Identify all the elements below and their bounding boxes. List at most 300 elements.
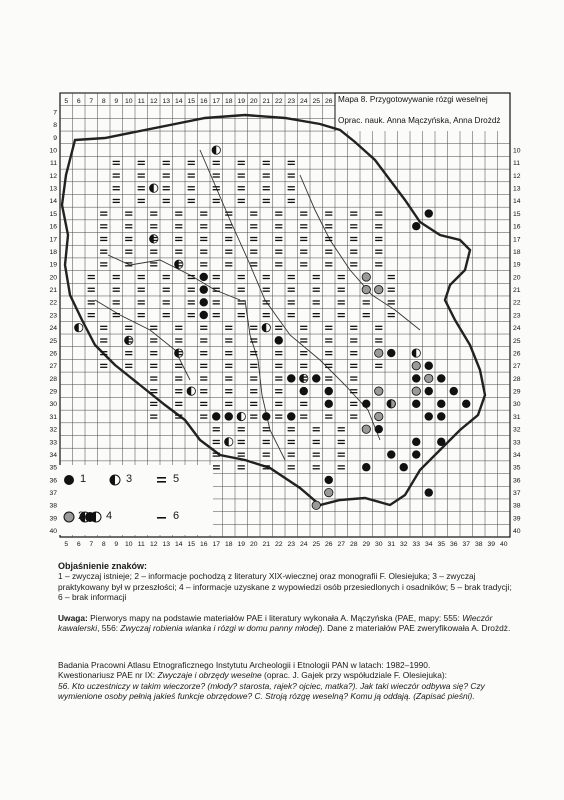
marker-no-tradition bbox=[375, 240, 382, 241]
marker-no-tradition bbox=[200, 341, 207, 342]
row-label-right: 33 bbox=[513, 439, 521, 447]
row-label-left: 33 bbox=[49, 439, 57, 447]
marker-no-tradition bbox=[350, 414, 357, 415]
column-label-bottom: 39 bbox=[487, 541, 496, 548]
marker-no-tradition bbox=[338, 300, 345, 301]
column-label-bottom: 22 bbox=[274, 541, 283, 548]
marker-no-tradition bbox=[350, 329, 357, 330]
marker-no-tradition bbox=[263, 164, 270, 165]
marker-no-tradition bbox=[313, 316, 320, 317]
marker-no-tradition bbox=[138, 164, 145, 165]
marker-no-tradition bbox=[350, 376, 357, 377]
marker-no-tradition bbox=[113, 303, 120, 304]
marker-no-tradition bbox=[263, 468, 270, 469]
marker-custom-exists bbox=[262, 412, 270, 420]
column-label-bottom: 5 bbox=[64, 541, 69, 548]
marker-custom-exists bbox=[362, 400, 370, 408]
column-label-top: 9 bbox=[114, 98, 119, 106]
column-label-bottom: 37 bbox=[462, 541, 471, 548]
marker-past-custom bbox=[75, 323, 79, 331]
marker-no-tradition bbox=[250, 367, 257, 368]
marker-no-tradition bbox=[313, 278, 320, 279]
legend-symbol-5 bbox=[157, 477, 166, 479]
marker-no-tradition bbox=[138, 189, 145, 190]
row-label-left: 12 bbox=[49, 172, 57, 180]
marker-no-tradition bbox=[338, 465, 345, 466]
marker-no-tradition bbox=[100, 224, 107, 225]
marker-no-tradition bbox=[375, 364, 382, 365]
marker-no-tradition bbox=[350, 389, 357, 390]
marker-no-tradition bbox=[200, 417, 207, 418]
marker-no-tradition bbox=[300, 240, 307, 241]
marker-no-tradition bbox=[275, 240, 282, 241]
marker-custom-exists bbox=[425, 412, 433, 420]
marker-no-tradition bbox=[225, 354, 232, 355]
marker-no-tradition bbox=[200, 227, 207, 228]
marker-no-tradition bbox=[263, 300, 270, 301]
marker-no-tradition bbox=[213, 453, 220, 454]
marker-no-tradition bbox=[275, 227, 282, 228]
explanation-block bbox=[58, 561, 518, 603]
marker-no-tradition bbox=[150, 354, 157, 355]
marker-literature bbox=[375, 387, 383, 395]
row-label-left: 23 bbox=[49, 312, 57, 320]
marker-no-tradition bbox=[200, 376, 207, 377]
marker-no-tradition bbox=[250, 389, 257, 390]
marker-no-tradition bbox=[238, 161, 245, 162]
marker-no-tradition bbox=[250, 341, 257, 342]
marker-no-tradition bbox=[113, 202, 120, 203]
marker-no-tradition bbox=[338, 291, 345, 292]
marker-no-tradition bbox=[325, 252, 332, 253]
column-label-bottom: 23 bbox=[287, 541, 296, 548]
note-italic-1: Wieczór kawalerski bbox=[58, 613, 493, 634]
marker-no-tradition bbox=[113, 288, 120, 289]
marker-no-tradition bbox=[200, 414, 207, 415]
marker-no-tradition bbox=[150, 212, 157, 213]
marker-no-tradition bbox=[288, 300, 295, 301]
marker-no-tradition bbox=[150, 414, 157, 415]
marker-custom-exists bbox=[325, 387, 333, 395]
marker-custom-exists bbox=[412, 222, 420, 230]
marker-no-tradition bbox=[363, 316, 370, 317]
marker-literature bbox=[362, 425, 370, 433]
marker-no-tradition bbox=[100, 329, 107, 330]
explanation-heading: Objaśnienie znaków: bbox=[58, 561, 148, 571]
marker-no-tradition bbox=[200, 351, 207, 352]
marker-no-tradition bbox=[250, 237, 257, 238]
column-label-top: 6 bbox=[76, 98, 81, 106]
marker-no-tradition bbox=[213, 189, 220, 190]
marker-no-tradition bbox=[250, 329, 257, 330]
marker-no-tradition bbox=[100, 237, 107, 238]
column-label-bottom: 19 bbox=[237, 541, 246, 548]
marker-no-tradition bbox=[113, 186, 120, 187]
marker-custom-exists bbox=[425, 488, 433, 496]
marker-no-tradition bbox=[313, 300, 320, 301]
column-label-bottom: 11 bbox=[137, 541, 145, 548]
row-label-right: 29 bbox=[513, 388, 521, 396]
column-label-top: 18 bbox=[224, 98, 233, 106]
marker-no-tradition bbox=[213, 164, 220, 165]
row-label-right: 28 bbox=[513, 375, 521, 383]
marker-no-tradition bbox=[150, 341, 157, 342]
marker-no-tradition bbox=[338, 453, 345, 454]
marker-no-tradition bbox=[338, 303, 345, 304]
marker-no-tradition bbox=[263, 278, 270, 279]
marker-no-tradition bbox=[275, 265, 282, 266]
marker-no-tradition bbox=[350, 214, 357, 215]
row-label-left: 32 bbox=[49, 426, 57, 434]
marker-no-tradition bbox=[200, 338, 207, 339]
row-label-right: 18 bbox=[513, 248, 521, 256]
marker-no-tradition bbox=[250, 354, 257, 355]
marker-past-custom bbox=[237, 412, 241, 420]
research-line-2b: Zwyczaje i obrzędy weselne bbox=[157, 670, 262, 681]
marker-no-tradition bbox=[250, 250, 257, 251]
marker-custom-exists bbox=[387, 450, 395, 458]
marker-no-tradition bbox=[300, 265, 307, 266]
row-label-right: 16 bbox=[513, 223, 521, 231]
marker-no-tradition bbox=[238, 427, 245, 428]
marker-no-tradition bbox=[388, 300, 395, 301]
marker-no-tradition bbox=[150, 389, 157, 390]
column-label-bottom: 30 bbox=[374, 541, 383, 548]
marker-no-tradition bbox=[213, 288, 220, 289]
marker-custom-exists bbox=[412, 450, 420, 458]
marker-no-tradition bbox=[288, 202, 295, 203]
row-label-right: 37 bbox=[513, 490, 521, 497]
marker-no-tradition bbox=[150, 417, 157, 418]
row-label-left: 30 bbox=[49, 401, 57, 409]
marker-no-tradition bbox=[213, 161, 220, 162]
marker-no-tradition bbox=[350, 240, 357, 241]
row-label-right: 39 bbox=[513, 515, 521, 523]
marker-no-tradition bbox=[138, 288, 145, 289]
marker-no-tradition bbox=[275, 392, 282, 393]
marker-no-tradition bbox=[250, 392, 257, 393]
column-label-top: 19 bbox=[237, 98, 246, 106]
marker-no-tradition bbox=[138, 278, 145, 279]
marker-no-tradition bbox=[225, 265, 232, 266]
marker-no-tradition bbox=[325, 237, 332, 238]
marker-no-tradition bbox=[200, 402, 207, 403]
marker-no-tradition bbox=[113, 278, 120, 279]
marker-no-tradition bbox=[263, 443, 270, 444]
marker-no-tradition bbox=[175, 329, 182, 330]
marker-no-tradition bbox=[150, 392, 157, 393]
legend-label-6: 6 bbox=[173, 510, 180, 522]
marker-no-tradition bbox=[200, 389, 207, 390]
marker-no-tradition bbox=[225, 402, 232, 403]
marker-no-tradition bbox=[188, 189, 195, 190]
marker-no-tradition bbox=[300, 341, 307, 342]
marker-no-tradition bbox=[213, 275, 220, 276]
row-label-right: 35 bbox=[513, 464, 521, 472]
marker-no-tradition bbox=[325, 240, 332, 241]
marker-no-tradition bbox=[113, 275, 120, 276]
marker-no-tradition bbox=[213, 202, 220, 203]
marker-past-custom bbox=[187, 387, 191, 395]
marker-no-tradition bbox=[313, 455, 320, 456]
marker-no-tradition bbox=[338, 313, 345, 314]
legend-symbol-2 bbox=[64, 512, 74, 522]
column-label-bottom: 24 bbox=[299, 541, 308, 548]
marker-no-tradition bbox=[188, 164, 195, 165]
marker-no-tradition bbox=[225, 250, 232, 251]
row-label-right: 11 bbox=[513, 160, 521, 168]
marker-past-custom bbox=[125, 336, 129, 344]
marker-no-tradition bbox=[288, 430, 295, 431]
marker-no-tradition bbox=[113, 316, 120, 317]
marker-no-tradition bbox=[238, 465, 245, 466]
marker-no-tradition bbox=[200, 237, 207, 238]
row-label-right: 27 bbox=[513, 363, 521, 371]
marker-no-tradition bbox=[288, 189, 295, 190]
marker-no-tradition bbox=[225, 224, 232, 225]
marker-custom-exists bbox=[425, 387, 433, 395]
marker-no-tradition bbox=[375, 237, 382, 238]
marker-no-tradition bbox=[250, 364, 257, 365]
marker-no-tradition bbox=[125, 240, 132, 241]
marker-no-tradition bbox=[225, 405, 232, 406]
column-label-bottom: 12 bbox=[149, 541, 158, 548]
marker-literature bbox=[312, 501, 320, 509]
marker-no-tradition bbox=[188, 176, 195, 177]
marker-no-tradition bbox=[313, 468, 320, 469]
marker-no-tradition bbox=[113, 291, 120, 292]
marker-no-tradition bbox=[250, 405, 257, 406]
column-label-bottom: 40 bbox=[499, 541, 508, 548]
marker-no-tradition bbox=[263, 189, 270, 190]
marker-no-tradition bbox=[325, 354, 332, 355]
marker-no-tradition bbox=[113, 313, 120, 314]
row-label-left: 26 bbox=[49, 350, 57, 358]
marker-no-tradition bbox=[325, 414, 332, 415]
column-label-bottom: 31 bbox=[387, 541, 396, 548]
marker-no-tradition bbox=[213, 468, 220, 469]
marker-no-tradition bbox=[250, 379, 257, 380]
marker-no-tradition bbox=[100, 227, 107, 228]
row-label-right: 19 bbox=[513, 261, 521, 269]
marker-no-tradition bbox=[263, 275, 270, 276]
marker-past-custom bbox=[150, 184, 154, 192]
marker-no-tradition bbox=[275, 402, 282, 403]
marker-no-tradition bbox=[175, 417, 182, 418]
marker-no-tradition bbox=[175, 405, 182, 406]
marker-no-tradition bbox=[300, 351, 307, 352]
marker-no-tradition bbox=[138, 199, 145, 200]
legend-symbol-3 bbox=[110, 475, 115, 485]
marker-no-tradition bbox=[88, 291, 95, 292]
marker-no-tradition bbox=[288, 453, 295, 454]
marker-no-tradition bbox=[275, 326, 282, 327]
marker-no-tradition bbox=[375, 262, 382, 263]
marker-no-tradition bbox=[88, 316, 95, 317]
column-label-bottom: 20 bbox=[249, 541, 258, 548]
marker-no-tradition bbox=[275, 389, 282, 390]
marker-no-tradition bbox=[100, 240, 107, 241]
marker-no-tradition bbox=[275, 354, 282, 355]
row-label-right: 31 bbox=[513, 413, 521, 421]
marker-no-tradition bbox=[213, 278, 220, 279]
row-label-left: 39 bbox=[49, 515, 57, 523]
marker-no-tradition bbox=[138, 173, 145, 174]
research-line-2a: Kwestionariusz PAE nr IX: bbox=[58, 670, 158, 681]
marker-past-custom bbox=[300, 374, 304, 382]
marker-no-tradition bbox=[275, 262, 282, 263]
marker-no-tradition bbox=[325, 379, 332, 380]
marker-no-tradition bbox=[250, 402, 257, 403]
marker-no-tradition bbox=[188, 186, 195, 187]
marker-no-tradition bbox=[238, 300, 245, 301]
marker-no-tradition bbox=[100, 214, 107, 215]
marker-no-tradition bbox=[125, 214, 132, 215]
marker-no-tradition bbox=[113, 161, 120, 162]
marker-no-tradition bbox=[350, 417, 357, 418]
marker-no-tradition bbox=[350, 379, 357, 380]
marker-no-tradition bbox=[238, 288, 245, 289]
marker-no-tradition bbox=[138, 176, 145, 177]
marker-no-tradition bbox=[100, 367, 107, 368]
marker-no-tradition bbox=[225, 367, 232, 368]
marker-no-tradition bbox=[300, 224, 307, 225]
marker-past-custom bbox=[212, 146, 216, 154]
marker-no-tradition bbox=[325, 262, 332, 263]
marker-no-tradition bbox=[175, 326, 182, 327]
marker-no-tradition bbox=[163, 173, 170, 174]
marker-no-tradition bbox=[338, 275, 345, 276]
column-label-bottom: 29 bbox=[362, 541, 371, 548]
legend-label-1: 1 bbox=[80, 473, 87, 485]
row-label-left: 20 bbox=[49, 274, 57, 282]
marker-no-tradition bbox=[100, 326, 107, 327]
marker-no-tradition bbox=[238, 202, 245, 203]
marker-no-tradition bbox=[138, 316, 145, 317]
marker-custom-exists bbox=[387, 349, 395, 357]
column-label-bottom: 26 bbox=[324, 541, 333, 548]
marker-no-tradition bbox=[175, 402, 182, 403]
marker-no-tradition bbox=[150, 376, 157, 377]
column-label-bottom: 17 bbox=[212, 541, 221, 548]
marker-no-tradition bbox=[125, 237, 132, 238]
marker-no-tradition bbox=[138, 313, 145, 314]
marker-no-tradition bbox=[350, 262, 357, 263]
marker-no-tradition bbox=[350, 364, 357, 365]
marker-no-tradition bbox=[350, 392, 357, 393]
marker-literature bbox=[425, 374, 433, 382]
marker-no-tradition bbox=[225, 329, 232, 330]
column-label-bottom: 9 bbox=[114, 541, 119, 548]
row-label-right: 36 bbox=[513, 477, 521, 485]
marker-no-tradition bbox=[275, 250, 282, 251]
marker-no-tradition bbox=[300, 338, 307, 339]
marker-no-tradition bbox=[338, 443, 345, 444]
marker-no-tradition bbox=[375, 265, 382, 266]
marker-custom-exists bbox=[450, 387, 458, 395]
marker-no-tradition bbox=[325, 341, 332, 342]
marker-past-custom bbox=[387, 400, 391, 408]
marker-no-tradition bbox=[325, 214, 332, 215]
marker-no-tradition bbox=[313, 465, 320, 466]
marker-no-tradition bbox=[175, 227, 182, 228]
marker-no-tradition bbox=[200, 405, 207, 406]
marker-no-tradition bbox=[213, 443, 220, 444]
marker-no-tradition bbox=[150, 214, 157, 215]
marker-no-tradition bbox=[388, 278, 395, 279]
marker-no-tradition bbox=[250, 417, 257, 418]
marker-no-tradition bbox=[350, 405, 357, 406]
marker-no-tradition bbox=[150, 367, 157, 368]
marker-no-tradition bbox=[88, 303, 95, 304]
marker-no-tradition bbox=[213, 199, 220, 200]
marker-no-tradition bbox=[238, 430, 245, 431]
marker-no-tradition bbox=[263, 430, 270, 431]
marker-no-tradition bbox=[163, 300, 170, 301]
marker-no-tradition bbox=[188, 199, 195, 200]
marker-no-tradition bbox=[350, 265, 357, 266]
marker-no-tradition bbox=[88, 278, 95, 279]
row-label-right: 30 bbox=[513, 401, 521, 409]
marker-no-tradition bbox=[275, 351, 282, 352]
marker-no-tradition bbox=[125, 227, 132, 228]
marker-no-tradition bbox=[188, 316, 195, 317]
marker-no-tradition bbox=[238, 173, 245, 174]
question-text: Kto uczestniczy w takim wieczorze? (młody? starosta, rajek? ojciec, matka?). Jak taki wieczór odbywa się? Czy wymienione osoby pełnią jakieś funkcje obrzędowe? C. Stroją rózgę weselną? Komu ją oddają. (Zapisać pieśni). bbox=[58, 680, 485, 702]
row-label-right: 15 bbox=[513, 210, 521, 218]
note-italic-2: Zwyczaj robienia wianka i rózgi w domu panny młodej bbox=[120, 623, 320, 634]
marker-no-tradition bbox=[375, 250, 382, 251]
marker-custom-exists bbox=[325, 476, 333, 484]
row-label-right: 17 bbox=[513, 236, 521, 244]
marker-no-tradition bbox=[300, 402, 307, 403]
marker-no-tradition bbox=[150, 364, 157, 365]
marker-no-tradition bbox=[100, 351, 107, 352]
column-label-bottom: 21 bbox=[262, 541, 271, 548]
row-label-right: 38 bbox=[513, 502, 521, 510]
marker-past-custom bbox=[412, 349, 416, 357]
legend-label-4: 4 bbox=[106, 510, 113, 522]
marker-no-tradition bbox=[325, 227, 332, 228]
marker-no-tradition bbox=[100, 364, 107, 365]
row-label-left: 31 bbox=[49, 413, 57, 421]
marker-no-tradition bbox=[375, 326, 382, 327]
column-label-bottom: 38 bbox=[474, 541, 483, 548]
marker-no-tradition bbox=[275, 417, 282, 418]
row-label-left: 16 bbox=[49, 223, 57, 231]
marker-no-tradition bbox=[138, 291, 145, 292]
column-label-bottom: 6 bbox=[76, 541, 81, 548]
marker-no-tradition bbox=[375, 338, 382, 339]
row-label-left: 15 bbox=[49, 210, 57, 218]
marker-no-tradition bbox=[200, 252, 207, 253]
marker-no-tradition bbox=[263, 202, 270, 203]
marker-no-tradition bbox=[250, 376, 257, 377]
row-label-left: 37 bbox=[49, 490, 57, 497]
marker-no-tradition bbox=[300, 405, 307, 406]
marker-no-tradition bbox=[300, 326, 307, 327]
marker-no-tradition bbox=[100, 338, 107, 339]
marker-no-tradition bbox=[163, 313, 170, 314]
marker-no-tradition bbox=[225, 237, 232, 238]
column-label-top: 20 bbox=[249, 98, 258, 106]
marker-no-tradition bbox=[388, 275, 395, 276]
marker-no-tradition bbox=[313, 427, 320, 428]
marker-no-tradition bbox=[138, 303, 145, 304]
marker-no-tradition bbox=[238, 443, 245, 444]
marker-no-tradition bbox=[375, 252, 382, 253]
marker-custom-exists bbox=[212, 412, 220, 420]
